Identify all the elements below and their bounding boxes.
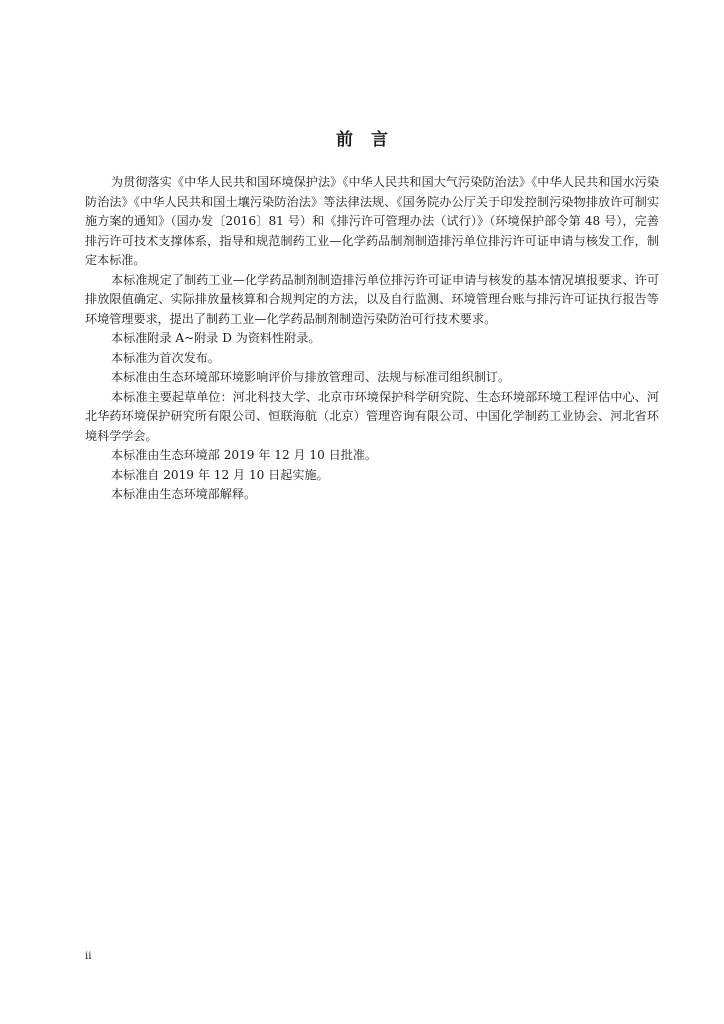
page-title: 前言: [336, 130, 406, 150]
preface-paragraph-scope: 本标准规定了制药工业—化学药品制剂制造排污单位排污许可证申请与核发的基本情况填报要求、许可排放限值确定、实际排放量核算和合规判定的方法，以及自行监测、环境管理台账与排污许可证执行报告等环境管理要求，提出了制药工业—化学药品制剂制造污染防治可行技术要求。: [85, 272, 659, 326]
preface-paragraph-organizer: 本标准由生态环境部环境影响评价与排放管理司、法规与标准司组织制订。: [111, 370, 511, 384]
preface-paragraph-approval: 本标准由生态环境部 2019 年 12 月 10 日批准。: [111, 448, 378, 462]
preface-paragraph-interpretation: 本标准由生态环境部解释。: [111, 487, 257, 501]
preface-paragraph-effective: 本标准自 2019 年 12 月 10 日起实施。: [111, 467, 329, 482]
preface-body: [85, 173, 659, 505]
preface-paragraph-appendix: 本标准附录 A~附录 D 为资料性附录。: [111, 331, 321, 345]
preface-paragraph-purpose: 为贯彻落实《中华人民共和国环境保护法》《中华人民共和国大气污染防治法》《中华人民共和国水污染防治法》《中华人民共和国土壤污染防治法》等法律法规、《国务院办公厅关于印发控制污染物排放许可制实施方案的通知》（国办发〔2016〕81 号）和《排污许可管理办法（试行）》（环境保护部令第 48 号），完善排污许可技术支撑体系，指导和规范制药工业—化学药品制剂制造排污单位排污许可证申请与核发工作，制定本标准。: [85, 175, 659, 267]
page-number: ii: [85, 951, 92, 962]
preface-paragraph-drafters: 本标准主要起草单位：河北科技大学、北京市环境保护科学研究院、生态环境部环境工程评估中心、河北华药环境保护研究所有限公司、恒联海航（北京）管理咨询有限公司、中国化学制药工业协会、河北省环境科学学会。: [85, 389, 659, 443]
preface-paragraph-first-release: 本标准为首次发布。: [111, 350, 220, 365]
